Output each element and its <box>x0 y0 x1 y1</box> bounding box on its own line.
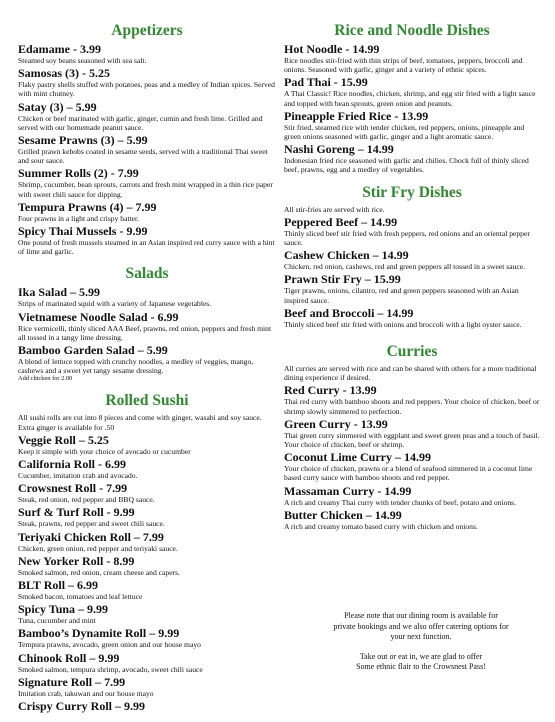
item-name: Massaman Curry - 14.99 <box>284 483 412 498</box>
item-description: Four prawns in a light and crispy batter. <box>18 213 140 223</box>
section-note: All sushi rolls are cut into 8 pieces and come with ginger, wasabi and soy sauce. Extra ginger is available for .50 <box>18 413 262 432</box>
item-name: Surf & Turf Roll - 9.99 <box>18 505 135 520</box>
item-description: Steak, prawns, red pepper and sweet chili sauce. <box>18 519 165 529</box>
menu-item <box>284 110 540 141</box>
item-name: Chinook Roll – 9.99 <box>18 650 120 665</box>
menu-column-right <box>284 22 540 540</box>
item-description: Thinly sliced beef stir fried with fresh peppers, red onions and an oriental pepper sauce. <box>284 228 530 248</box>
item-name: Summer Rolls (2) - 7.99 <box>18 166 139 181</box>
menu-item <box>284 418 540 449</box>
menu-item <box>18 506 276 528</box>
item-name: Edamame - 3.99 <box>18 42 101 56</box>
menu-item <box>18 482 276 504</box>
menu-item <box>284 451 540 482</box>
item-description: Chicken, green onion, red pepper and teriyaki sauce. <box>18 543 178 553</box>
menu-item <box>18 67 276 98</box>
section-title: Curries <box>386 343 438 361</box>
item-description: Smoked salmon, tempura shrimp, avocado, sweet chili sauce <box>18 664 203 674</box>
item-name: Samosas (3) - 5.25 <box>18 66 110 81</box>
menu-item <box>18 700 276 713</box>
footer-line: private bookings and we also offer catering options for <box>333 621 509 631</box>
menu-item <box>18 579 276 601</box>
item-description: Shrimp, cucumber, bean sprouts, carrots and fresh mint wrapped in a thin rice paper with sweet chili sauce for dipping. <box>18 180 273 199</box>
item-name: Vietnamese Noodle Salad - 6.99 <box>18 309 179 324</box>
item-description: Stir fried, steamed rice with tender chicken, red peppers, onions, pineapple and green onions seasoned with garlic, ginger and a light aromatic sauce. <box>284 122 525 142</box>
item-description: A rich and creamy tomato based curry with chicken and onions. <box>284 521 478 531</box>
item-name: Crispy Curry Roll – 9.99 <box>18 699 145 714</box>
item-description: A blend of lettuce topped with crunchy noodles, a medley of veggies, mango, cashews and a sweet yet tangy sesame dressing. <box>18 357 254 376</box>
item-name: Tempura Prawns (4) – 7.99 <box>18 199 157 214</box>
menu-section <box>18 265 276 383</box>
menu-item <box>284 216 540 247</box>
section-title: Appetizers <box>111 22 183 39</box>
item-description: Smoked bacon, tomatoes and leaf lettuce <box>18 592 143 602</box>
section-note: All curries are served with rice and can be shared with others for a more traditional dining experience if desired. <box>284 364 537 383</box>
item-description: One pound of fresh mussels steamed in an Asian inspired red curry sauce with a hint of lime and garlic. <box>18 238 275 257</box>
item-name: Bamboo Garden Salad – 5.99 <box>18 343 168 358</box>
menu-item <box>18 201 276 223</box>
menu-section <box>284 184 540 329</box>
menu-item <box>284 273 540 304</box>
item-name: Cashew Chicken – 14.99 <box>284 248 409 263</box>
item-description: Strips of marinated squid with a variety of Japanese vegetables. <box>18 299 212 309</box>
menu-section <box>18 392 276 713</box>
menu-item <box>18 167 276 198</box>
item-name: Signature Roll – 7.99 <box>18 674 126 689</box>
item-name: Spicy Tuna – 9.99 <box>18 602 109 617</box>
footer-line: your next function. <box>390 632 452 642</box>
item-name: Peppered Beef – 14.99 <box>284 214 398 229</box>
item-name: Prawn Stir Fry – 15.99 <box>284 272 401 287</box>
item-name: Sesame Prawns (3) – 5.99 <box>18 133 148 148</box>
menu-item <box>284 143 540 174</box>
item-description: Your choice of chicken, prawns or a blend of seafood simmered in a coconut lime based curry sauce with bamboo shoots and red pepper. <box>284 464 533 483</box>
item-name: Pineapple Fried Rice - 13.99 <box>284 108 429 123</box>
item-name: Pad Thai - 15.99 <box>284 75 368 90</box>
item-name: Red Curry - 13.99 <box>284 383 377 398</box>
item-name: Butter Chicken – 14.99 <box>284 507 402 522</box>
item-description: Tempura prawns, avocado, green onion and our house mayo <box>18 640 201 650</box>
item-name: Coconut Lime Curry – 14.99 <box>284 450 431 465</box>
menu-item <box>18 101 276 132</box>
menu-item <box>18 344 276 383</box>
menu-item <box>18 286 276 308</box>
item-description: Thinly sliced beef stir fried with onions and broccoli with a light oyster sauce. <box>284 319 522 329</box>
menu-item <box>284 307 540 329</box>
item-description: Indonesian fried rice seasoned with garlic and chilies. Chock full of thinly sliced beef, prawns, egg and a medley of vegetables. <box>284 156 529 175</box>
footer-note <box>300 611 542 673</box>
menu-item <box>18 434 276 456</box>
section-title: Stir Fry Dishes <box>362 183 462 201</box>
item-name: Beef and Broccoli – 14.99 <box>284 305 414 320</box>
item-name: Bamboo’s Dynamite Roll – 9.99 <box>18 626 180 641</box>
menu-item <box>18 652 276 674</box>
menu-item <box>18 676 276 698</box>
section-note: All stir-fries are served with rice. <box>284 204 385 214</box>
item-description: Grilled prawn kebobs coated in sesame seeds, served with a traditional Thai sweet and sour sauce. <box>18 147 268 166</box>
menu-item <box>18 43 276 65</box>
item-description: Tuna, cucumber and mint <box>18 616 96 626</box>
item-description: Rice noodles stir-fried with thin strips of beef, tomatoes, peppers, broccoli and onions. Seasoned with garlic, ginger and a variety of ethnic spices. <box>284 56 523 75</box>
menu-item <box>18 603 276 625</box>
menu-item <box>18 458 276 480</box>
item-name: Green Curry - 13.99 <box>284 416 388 431</box>
menu-item <box>284 485 540 507</box>
item-description: Keep it simple with your choice of avocado or cucumber <box>18 446 191 456</box>
item-description: Cucumber, imitation crab and avocado. <box>18 471 138 481</box>
menu-column-left <box>18 22 276 722</box>
menu-item <box>284 509 540 531</box>
menu-item <box>18 225 276 256</box>
item-name: California Roll - 6.99 <box>18 457 126 472</box>
menu-item <box>284 249 540 271</box>
footer-line: Please note that our dining room is available for <box>344 611 498 620</box>
footer-line: Some ethnic flair to the Crowsnest Pass! <box>356 662 486 672</box>
item-description: Chicken or beef marinated with garlic, ginger, cumin and fresh lime. Grilled and served with our homemade peanut sauce. <box>18 113 263 132</box>
menu-item <box>18 531 276 553</box>
item-name: Veggie Roll – 5.25 <box>18 432 109 447</box>
item-addon-note: Add chicken for 2.00 <box>18 375 73 383</box>
item-name: Teriyaki Chicken Roll – 7.99 <box>18 529 164 544</box>
menu-section <box>18 22 276 256</box>
item-name: Nashi Goreng – 14.99 <box>284 142 394 157</box>
item-description: A Thai Classic! Rice noodles, chicken, shrimp, and egg stir fried with a light sauce and topped with bean sprouts, green onion and peanuts. <box>284 89 536 108</box>
menu-item <box>18 311 276 342</box>
menu-item <box>284 384 540 415</box>
item-description: Tiger prawns, onions, cilantro, red and green peppers seasoned with an Asian inspired sauce. <box>284 286 519 305</box>
footer-line: Take out or eat in, we are glad to offer <box>359 651 483 661</box>
menu-section <box>284 22 540 175</box>
item-name: Ika Salad – 5.99 <box>18 285 101 300</box>
section-title: Rice and Noodle Dishes <box>334 22 490 39</box>
item-name: Hot Noodle - 14.99 <box>284 42 380 56</box>
item-description: Thai green curry simmered with eggplant and sweet green peas and a touch of basil. Your choice of chicken, beef or shrimp. <box>284 430 540 450</box>
item-name: Satay (3) – 5.99 <box>18 99 97 114</box>
item-name: Spicy Thai Mussels - 9.99 <box>18 224 148 239</box>
item-description: Steamed soy beans seasoned with sea salt. <box>18 56 147 65</box>
menu-item <box>284 43 540 74</box>
item-name: BLT Roll – 6.99 <box>18 578 99 593</box>
menu-item <box>18 627 276 649</box>
menu-section <box>284 343 540 531</box>
menu-item <box>284 76 540 107</box>
item-description: Thai red curry with bamboo shoots and red peppers. Your choice of chicken, beef or shrimp slowly simmered to perfection. <box>284 397 540 416</box>
item-description: Steak, red onion, red pepper and BBQ sauce. <box>18 495 155 505</box>
item-description: Imitation crab, takuwan and our house mayo <box>18 688 154 698</box>
section-title: Rolled Sushi <box>105 392 189 410</box>
item-name: New Yorker Roll - 8.99 <box>18 553 135 568</box>
menu-item <box>18 555 276 577</box>
item-description: Chicken, red onion, cashews, red and green peppers all tossed in a sweet sauce. <box>284 262 526 272</box>
menu-item <box>18 134 276 165</box>
item-description: A rich and creamy Thai curry with tender chunks of beef, potato and onions. <box>284 497 517 507</box>
item-description: Smoked salmon, red onion, cream cheese and capers. <box>18 567 180 577</box>
item-name: Crowsnest Roll - 7.99 <box>18 481 128 496</box>
item-description: Rice vermicelli, thinly sliced AAA Beef, prawns, red onion, peppers and fresh mint all tossed in a tangy lime dressing. <box>18 323 272 342</box>
item-description: Flaky pastry shells stuffed with potatoes, peas and a medley of Indian spices. Served with mint chutney. <box>18 80 275 99</box>
section-title: Salads <box>125 265 169 283</box>
